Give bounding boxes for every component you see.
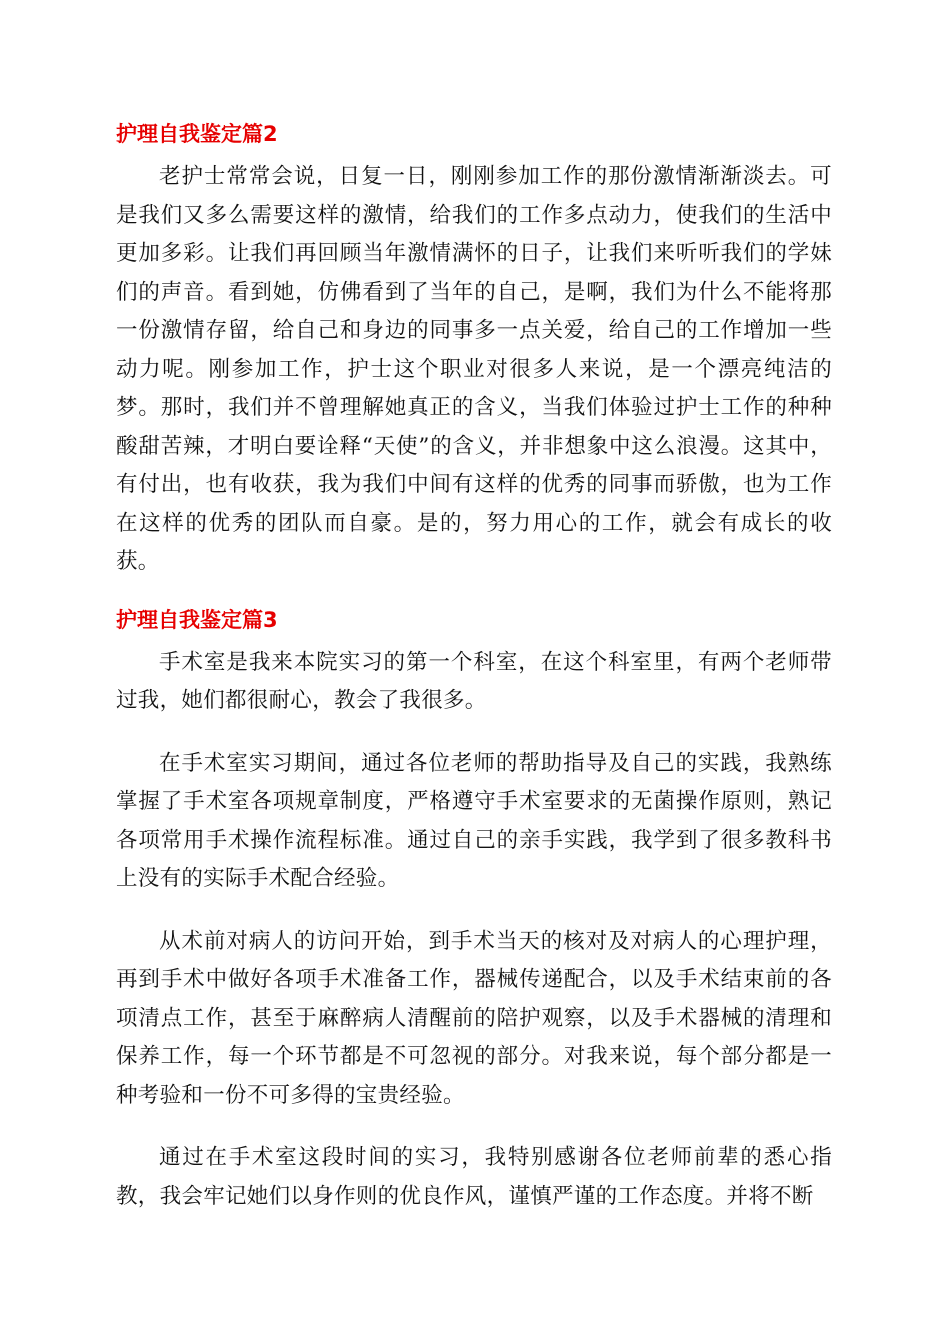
section-3-paragraph-3: 从术前对病人的访问开始，到手术当天的核对及对病人的心理护理，再到手术中做好各项手术准备工作，器械传递配合，以及手术结束前的各项清点工作，甚至于麻醉病人清醒前的陪护观察，以及手术器械的清理和保养工作，每一个环节都是不可忽视的部分。对我来说，每个部分都是一种考验和一份不可多得的宝贵经验。 [116,928,832,1108]
section-3-paragraph-1: 手术室是我来本院实习的第一个科室，在这个科室里，有两个老师带过我，她们都很耐心，教会了我很多。 [116,649,832,713]
section-3-paragraph-2: 在手术室实习期间，通过各位老师的帮助指导及自己的实践，我熟练掌握了手术室各项规章制度，严格遵守手术室要求的无菌操作原则，熟记各项常用手术操作流程标准。通过自己的亲手实践，我学到了很多教科书上没有的实际手术配合经验。 [116,750,832,891]
section-heading-2: 护理自我鉴定篇2 [116,122,278,146]
section-3-paragraph-4: 通过在手术室这段时间的实习，我特别感谢各位老师前辈的悉心指教，我会牢记她们以身作则的优良作风，谨慎严谨的工作态度。并将不断 [116,1145,832,1209]
document-content [116,112,832,1216]
section-2-paragraph: 老护士常常会说，日复一日，刚刚参加工作的那份激情渐渐淡去。可是我们又多么需要这样的激情，给我们的工作多点动力，使我们的生活中更加多彩。让我们再回顾当年激情满怀的日子，让我们来听听我们的学妹们的声音。看到她，仿佛看到了当年的自己，是啊，我们为什么不能将那一份激情存留，给自己和身边的同事多一点关爱，给自己的工作增加一些动力呢。刚参加工作，护士这个职业对很多人来说，是一个漂亮纯洁的梦。那时，我们并不曾理解她真正的含义，当我们体验过护士工作的种种酸甜苦辣，才明白要诠释“天使”的含义，并非想象中这么浪漫。这其中，有付出，也有收获，我为我们中间有这样的优秀的同事而骄傲，也为工作在这样的优秀的团队而自豪。是的，努力用心的工作，就会有成长的收获。 [116,164,832,574]
section-heading-3: 护理自我鉴定篇3 [116,607,278,632]
